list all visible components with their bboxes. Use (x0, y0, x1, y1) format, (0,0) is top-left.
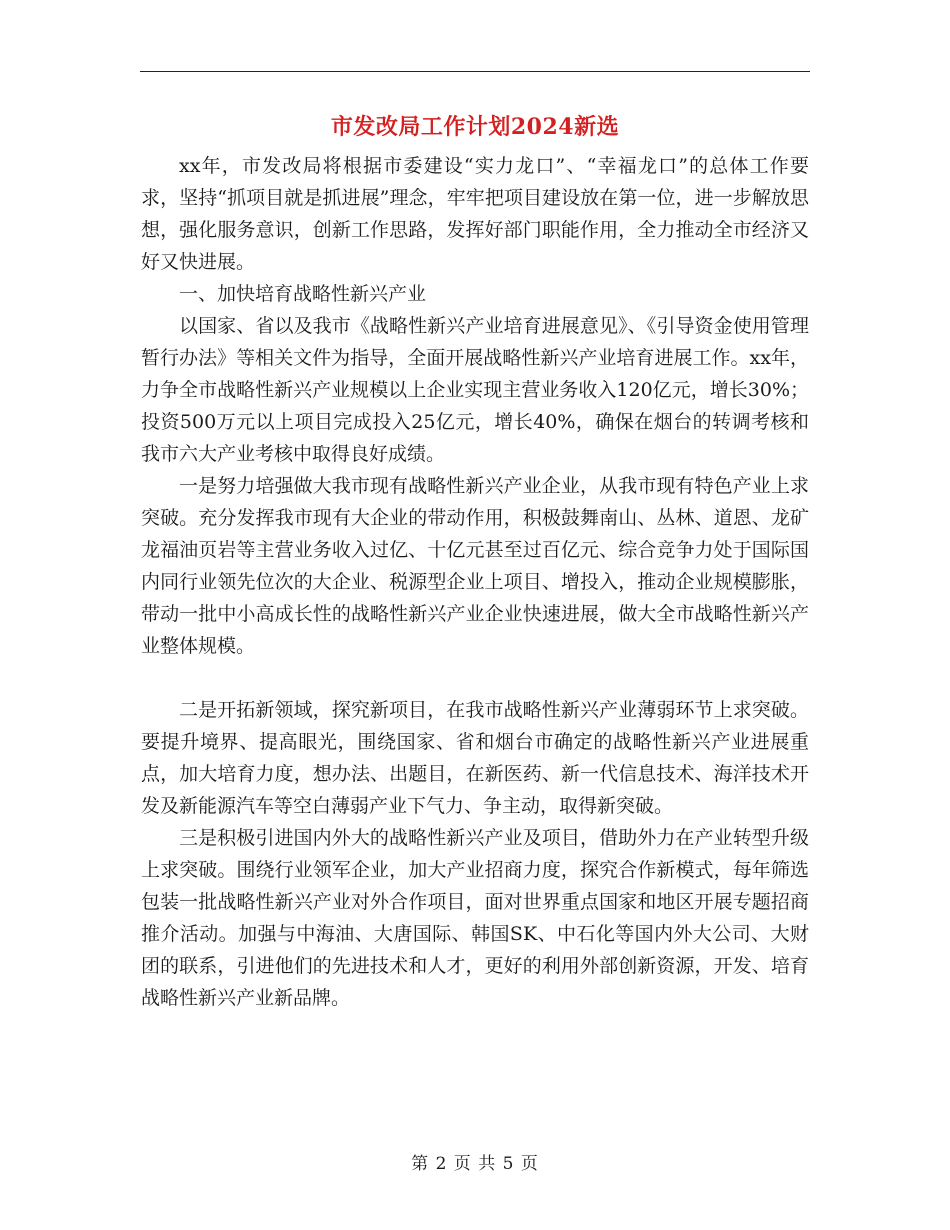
page-number-footer: 第 2 页 共 5 页 (411, 1154, 539, 1174)
paragraph-point-three: 三是积极引进国内外大的战略性新兴产业及项目，借助外力在产业转型升级上求突破。围绕行业领军企业，加大产业招商力度，探究合作新模式，每年筛选包装一批战略性新兴产业对外合作项目，面对世界重点国家和地区开展专题招商推介活动。加强与中海油、大唐国际、韩国SK、中石化等国内外大公司、大财团的联系，引进他们的先进技术和人才，更好的利用外部创新资源，开发、培育战略性新兴产业新品牌。 (141, 827, 809, 1009)
document-body (141, 150, 809, 1014)
section-heading: 一、加快培育战略性新兴产业 (179, 283, 427, 305)
document-title: 市发改局工作计划2024新选 (330, 114, 620, 140)
paragraph-point-one: 一是努力培强做大我市现有战略性新兴产业企业，从我市现有特色产业上求突破。充分发挥我市现有大企业的带动作用，积极鼓舞南山、丛林、道恩、龙矿龙福油页岩等主营业务收入过亿、十亿元甚至过百亿元、综合竞争力处于国际国内同行业领先位次的大企业、税源型企业上项目、增投入，推动企业规模膨胀，带动一批中小高成长性的战略性新兴产业企业快速进展，做大全市战略性新兴产业整体规模。 (141, 475, 809, 657)
paragraph-guidance: 以国家、省以及我市《战略性新兴产业培育进展意见》、《引导资金使用管理暂行办法》等相关文件为指导，全面开展战略性新兴产业培育进展工作。xx年，力争全市战略性新兴产业规模以上企业实现主营业务收入120亿元，增长30%；投资500万元以上项目完成投入25亿元，增长40%，确保在烟台的转调考核和我市六大产业考核中取得良好成绩。 (141, 315, 809, 465)
header-rule (140, 71, 810, 72)
paragraph-point-two: 二是开拓新领域，探究新项目，在我市战略性新兴产业薄弱环节上求突破。要提升境界、提高眼光，围绕国家、省和烟台市确定的战略性新兴产业进展重点，加大培育力度，想办法、出题目，在新医药、新一代信息技术、海洋技术开发及新能源汽车等空白薄弱产业下气力、争主动，取得新突破。 (141, 699, 809, 817)
paragraph-intro: xx年，市发改局将根据市委建设“实力龙口”、“幸福龙口”的总体工作要求，坚持“抓项目就是抓进展”理念，牢牢把项目建设放在第一位，进一步解放思想，强化服务意识，创新工作思路，发挥好部门职能作用，全力推动全市经济又好又快进展。 (141, 155, 809, 273)
